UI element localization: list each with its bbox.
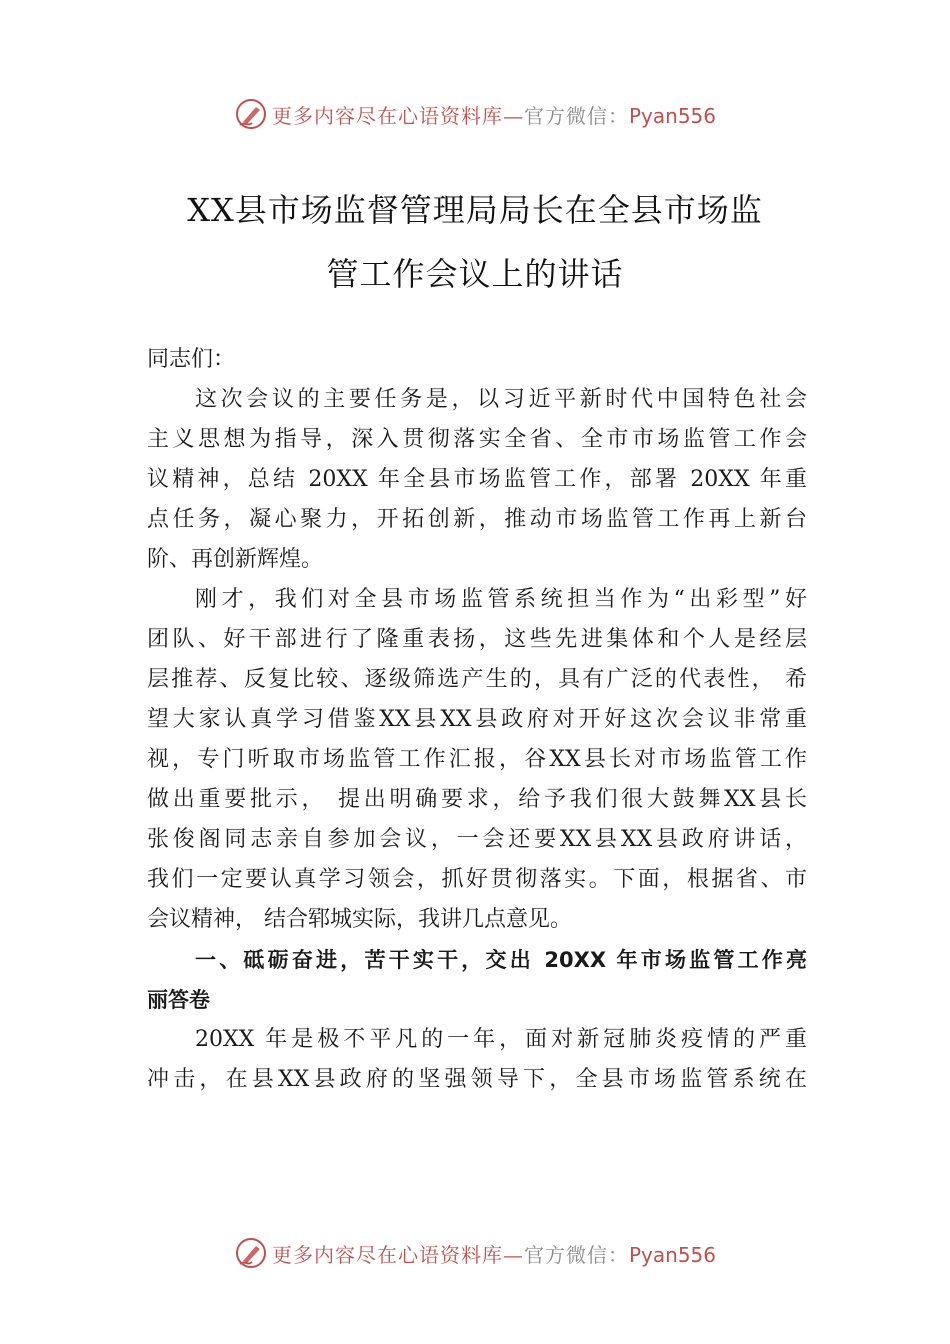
watermark-banner-bottom xyxy=(0,1233,950,1273)
paragraph-line: 层推荐、反复比较、逐级筛选产生的，具有广泛的代表性， 希 xyxy=(147,667,807,692)
paragraph-line: 望大家认真学习借鉴XX县XX县政府对开好这次会议非常重 xyxy=(147,707,807,732)
paragraph-line: 主义思想为指导，深入贯彻落实全省、全市市场监管工作会 xyxy=(147,427,807,452)
pen-seal-icon xyxy=(234,97,268,131)
title-line-2: 管工作会议上的讲话 xyxy=(326,255,624,293)
paragraph-line: 点任务，凝心聚力，开拓创新，推动市场监管工作再上新台 xyxy=(147,507,807,532)
watermark-banner-top xyxy=(0,94,950,134)
paragraph-line: 冲击，在县XX县政府的坚强领导下，全县市场监管系统在 xyxy=(147,1067,807,1092)
title-line-1: XX县市场监督管理局局长在全县市场监 xyxy=(187,191,763,229)
salutation: 同志们： xyxy=(147,347,236,372)
document-body xyxy=(147,340,807,1100)
paragraph-line: 团队、好干部进行了隆重表扬，这些先进集体和个人是经层 xyxy=(147,627,807,652)
paragraph-line: 视，专门听取市场监管工作汇报，谷XX县长对市场监管工作 xyxy=(147,747,807,772)
paragraph-line: 阶、再创新辉煌。 xyxy=(147,547,324,572)
paragraph-line: 刚才，我们对全县市场监管系统担当作为“出彩型”好 xyxy=(195,587,807,612)
paragraph-line: 我们一定要认真学习领会，抓好贯彻落实。下面，根据省、市 xyxy=(147,867,807,892)
section-heading: 丽答卷 xyxy=(147,988,210,1012)
pen-seal-icon xyxy=(234,1236,268,1270)
paragraph-line: 会议精神， 结合郓城实际，我讲几点意见。 xyxy=(147,907,572,932)
paragraph-line: 张俊阁同志亲自参加会议，一会还要XX县XX县政府讲话， xyxy=(147,827,807,852)
paragraph-line: 这次会议的主要任务是，以习近平新时代中国特色社会 xyxy=(195,387,807,412)
banner-text: 更多内容尽在心语资料库—官方微信：Pyan556 xyxy=(271,1242,716,1267)
paragraph-line: 议精神，总结 20XX 年全县市场监管工作，部署 20XX 年重 xyxy=(147,467,807,492)
document-title xyxy=(145,178,805,306)
section-heading: 一、砥砺奋进，苦干实干，交出 20XX 年市场监管工作亮 xyxy=(195,948,807,972)
banner-text: 更多内容尽在心语资料库—官方微信：Pyan556 xyxy=(271,103,716,128)
paragraph-line: 做出重要批示， 提出明确要求，给予我们很大鼓舞XX县长 xyxy=(147,787,807,812)
paragraph-line: 20XX 年是极不平凡的一年，面对新冠肺炎疫情的严重 xyxy=(195,1027,807,1052)
